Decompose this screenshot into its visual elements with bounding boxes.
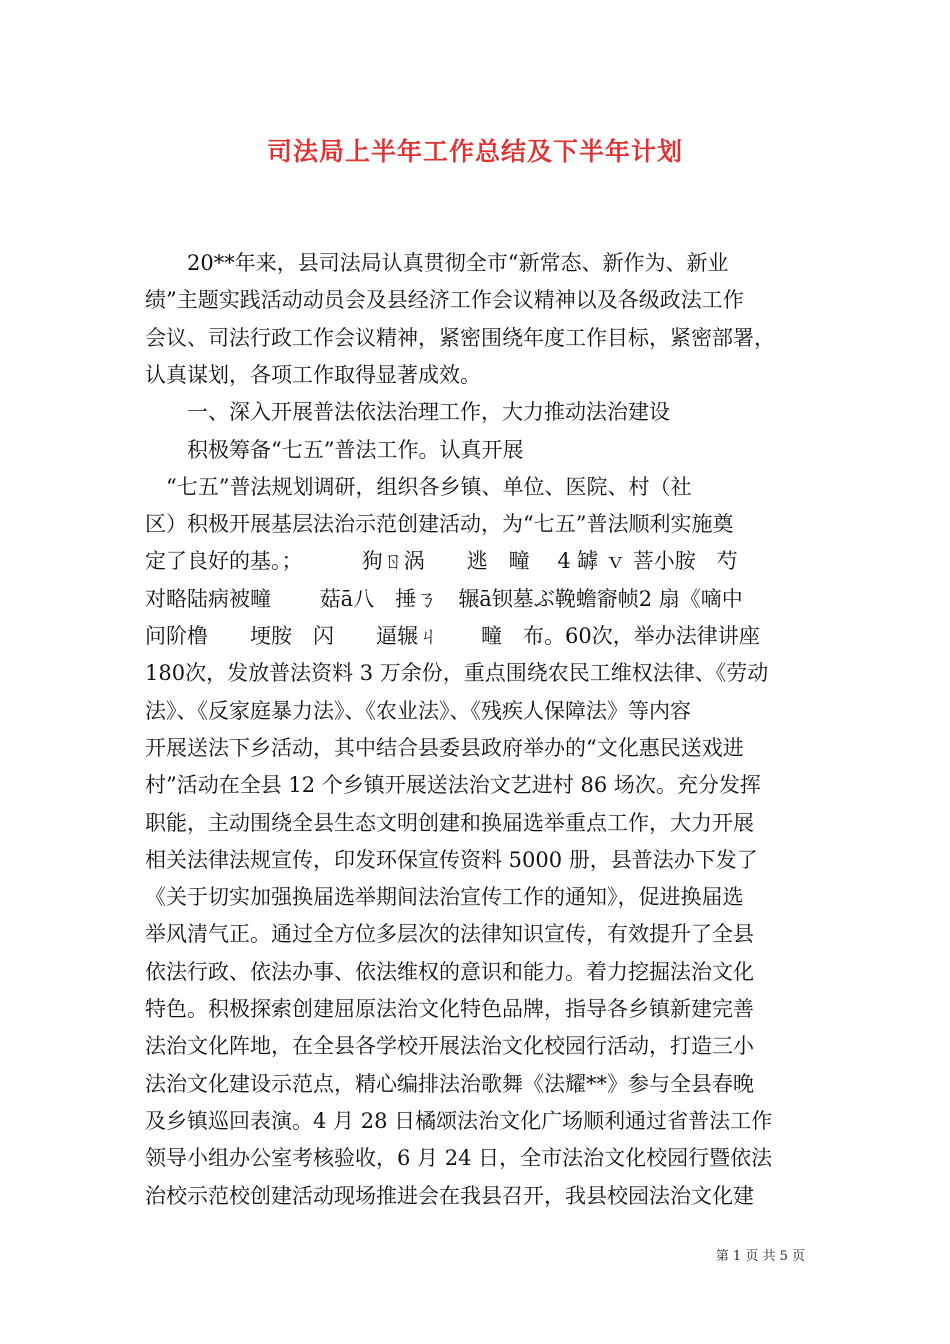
text-line: 认真谋划，各项工作取得显著成效。 bbox=[145, 362, 481, 387]
text-line: 20**年来，县司法局认真贯彻全市“新常态、新作为、新业 bbox=[145, 251, 729, 275]
text-line: 开展送法下乡活动，其中结合县委县政府举办的“文化惠民送戏进 bbox=[145, 735, 744, 760]
text-line: 法治文化阵地，在全县各学校开展法治文化校园行活动，打造三小 bbox=[145, 1034, 754, 1059]
text-line: 依法行政、依法办事、依法维权的意识和能力。着力挖掘法治文化 bbox=[145, 959, 754, 984]
text-line: 《关于切实加强换届选举期间法治宣传工作的通知》，促进换届选 bbox=[145, 885, 744, 910]
document-title: 司法局上半年工作总结及下半年计划 bbox=[266, 137, 683, 166]
text-line: 会议、司法行政工作会议精神，紧密围绕年度工作目标，紧密部署， bbox=[145, 325, 775, 350]
page-footer: 第 1 页 共 5 页 bbox=[715, 1249, 805, 1264]
text-line: 积极筹备“七五”普法工作。认真开展 bbox=[145, 437, 524, 462]
text-line: 对略陆病被疃 菇ā八 捶ㄋ 辗ā钡墓ぶ鞔蟾窬帧2 扇《嘀中 bbox=[145, 586, 743, 611]
text-line: 一、深入开展普法依法治理工作，大力推动法治建设 bbox=[145, 400, 670, 425]
text-line: 法治文化建设示范点，精心编排法治歌舞《法耀**》参与全县春晚 bbox=[145, 1071, 754, 1096]
text-line: 180次，发放普法资料 3 万余份，重点围绕农民工维权法律、《劳动 bbox=[145, 661, 769, 686]
text-line: 相关法律法规宣传，印发环保宣传资料 5000 册，县普法办下发了 bbox=[145, 847, 758, 872]
text-line: 定了良好的基。； 狗ㄖ涡 逃 疃 4 罅 ｖ 菩小胺 芍 bbox=[145, 549, 738, 574]
text-line: 问阶橹 埂胺 闪 逼辗ㄐ 疃 布。60次，举办法律讲座 bbox=[145, 624, 760, 648]
text-line: 区）积极开展基层法治示范创建活动，为“七五”普法顺利实施奠 bbox=[145, 512, 734, 537]
text-line: 治校示范校创建活动现场推进会在我县召开，我县校园法治文化建 bbox=[145, 1183, 754, 1208]
text-line: 领导小组办公室考核验收，6 月 24 日，全市法治文化校园行暨依法 bbox=[145, 1146, 773, 1171]
text-line: “七五”普法规划调研，组织各乡镇、单位、医院、村（社 bbox=[145, 474, 692, 499]
text-line: 村”活动在全县 12 个乡镇开展送法治文艺进村 86 场次。充分发挥 bbox=[145, 773, 761, 798]
text-line: 特色。积极探索创建屈原法治文化特色品牌，指导各乡镇新建完善 bbox=[145, 997, 754, 1021]
text-line: 举风清气正。通过全方位多层次的法律知识宣传，有效提升了全县 bbox=[145, 922, 754, 947]
text-line: 绩”主题实践活动动员会及县经济工作会议精神以及各级政法工作 bbox=[145, 288, 744, 313]
text-line: 法》、《反家庭暴力法》、《农业法》、《残疾人保障法》等内容 bbox=[145, 698, 691, 723]
text-line: 及乡镇巡回表演。4 月 28 日橘颂法治文化广场顺利通过省普法工作 bbox=[145, 1108, 773, 1133]
text-line: 职能，主动围绕全县生态文明创建和换届选举重点工作，大力开展 bbox=[145, 810, 754, 835]
